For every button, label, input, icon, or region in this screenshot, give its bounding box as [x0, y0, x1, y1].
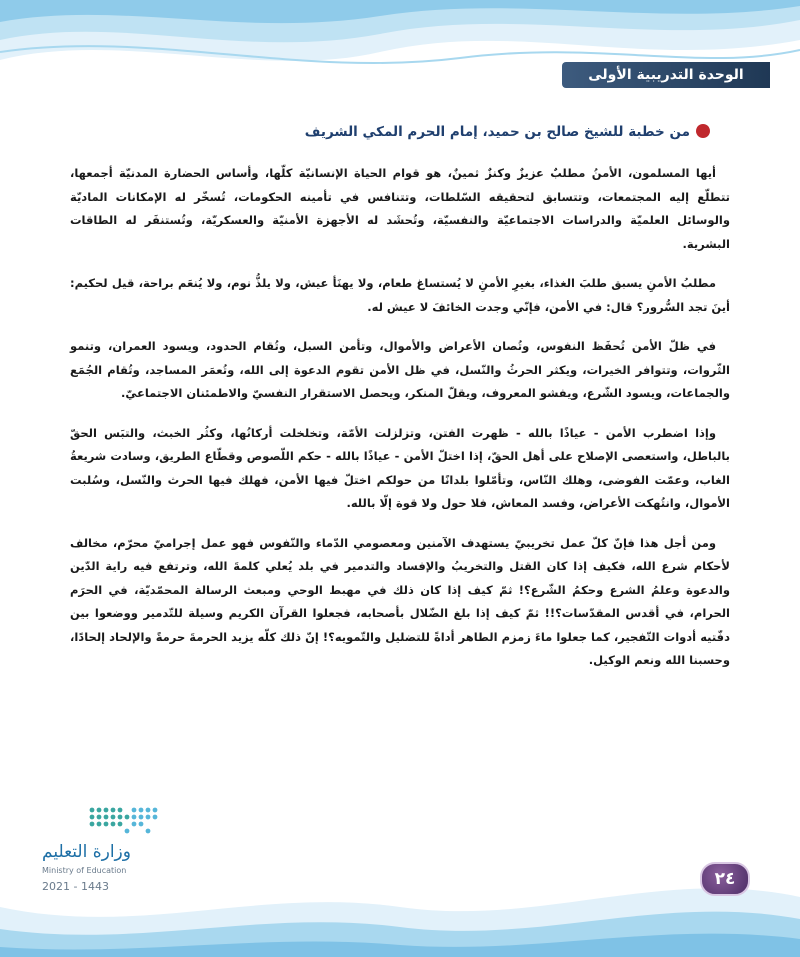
ministry-name-arabic: وزارة التعليم — [42, 842, 131, 862]
ministry-name-english: Ministry of Education — [42, 866, 127, 875]
ministry-logo-icon — [88, 804, 162, 838]
red-bullet-icon — [696, 124, 710, 138]
paragraph: ومن أجل هذا فإنّ كلّ عمل تخريبيّ يستهدف الآمنين ومعصومي الدّماء والنّفوس فهو عمل إجراميّ محرّم، مخالف لأحكام شرع الله، فكيف إذا كان القتل والتخريبُ والإفساد والتدمير في بلد يُعلي كلمةَ الله، وترتفع فيه راية الدّين والدعوة وعلمُ الشرع وحكمُ الشّرع؟! ثمّ كيف إذا كان ذلك في مهبط الوحي ومبعث الرسالة المحمّديّة، في الحرَم الحرام، في أقدس المقدّسات؟!! ثمّ كيف إذا بلغ الضّلال بأصحابه، فجعلوا القرآن الكريم وسيلة للتّدمير ووضعوا بين دفّتيه أدوات التّفجير، كما جعلوا ماءَ زمزم الطاهر أداةً للتضليل والتّمويه؟! إنّ ذلك كلّه يزيد الحرمةَ حرمةً والإلحاد إلحادًا، وحسبنا الله ونعم الوكيل. — [70, 535, 730, 667]
paragraph: مطلبُ الأمنِ يسبق طلبَ الغذاء، بغيرِ الأمنِ لا يُستساغ طعام، ولا يهنَأ عيش، ولا يلذُّ نوم، ولا يُنعَم براحة، قيل لحكيم: أينَ تجد السُّرور؟ قال: في الأمن، فإنّي وجدت الخائفَ لا عيش له. — [70, 276, 730, 314]
paragraph: في ظلّ الأمن تُحفَظ النفوس، وتُصان الأعراض والأموال، وتأمن السبل، وتُقام الحدود، ويسود العمران، وتنمو الثّروات، وتتوافر الخيرات، ويكثر الحرثُ والنّسل، في ظل الأمن تقوم الدعوة إلى الله، وتُعمَر المساجد، وتُقام الجُمَع والجماعات، ويسود الشّرع، ويفشو المعروف، ويقلّ المنكر، ويحصل الاستقرار النفسيّ والاطمئنان الاجتماعيّ. — [70, 339, 730, 400]
paragraph: أيها المسلمون، الأمنُ مطلبٌ عزيزٌ وكنزٌ ثمينٌ، هو قوام الحياة الإنسانيّة كلّها، وأساس الحضارة المدنيّة أجمعها، تتطلّع إليه المجتمعات، وتتسابق لتحقيقه السّلطات، وتتنافس في تأمينه الحكومات، تُسخّر له الإمكانات الماديّة والوسائل العلميّة والدراسات الاجتماعيّة والنفسيّة، وتُحشَد له الأجهزة الأمنيّة والعسكريّة، وتُستنفَر له الطاقات البشرية. — [70, 166, 730, 251]
page-number-badge: ٢٤ — [700, 862, 750, 896]
source-line — [110, 124, 710, 140]
edition-year: 2021 - 1443 — [42, 880, 109, 893]
sermon-text — [70, 162, 730, 689]
paragraph: وإذا اضطرب الأمن - عياذًا بالله - ظهرت الفتن، وتزلزلت الأمّة، وتخلخلت أركانُها، وكثُر الخبث، والتبَس الحقّ بالباطل، واستعصى الإصلاح على أهل الحقّ، إذا اختلّ الأمن - عياذًا بالله - حكم اللّصوص وقطّاع الطريق، وسادت شريعةُ الغاب، وعمّت الفوضى، وهلك النّاس، وتأمّلوا بلدانًا من حولكم اختلّ فيها الأمن، فهلك فيها الحرث والنّسل، وسُلبت الأموال، وانتُهكت الأعراض، وفسد المعاش، فلا حول ولا قوة إلّا بالله. — [70, 425, 730, 510]
ministry-logo — [42, 804, 162, 899]
unit-title-banner: الوحدة التدريبية الأولى — [562, 62, 770, 88]
source-text: من خطبة للشيخ صالح بن حميد، إمام الحرم المكي الشريف — [304, 124, 690, 140]
